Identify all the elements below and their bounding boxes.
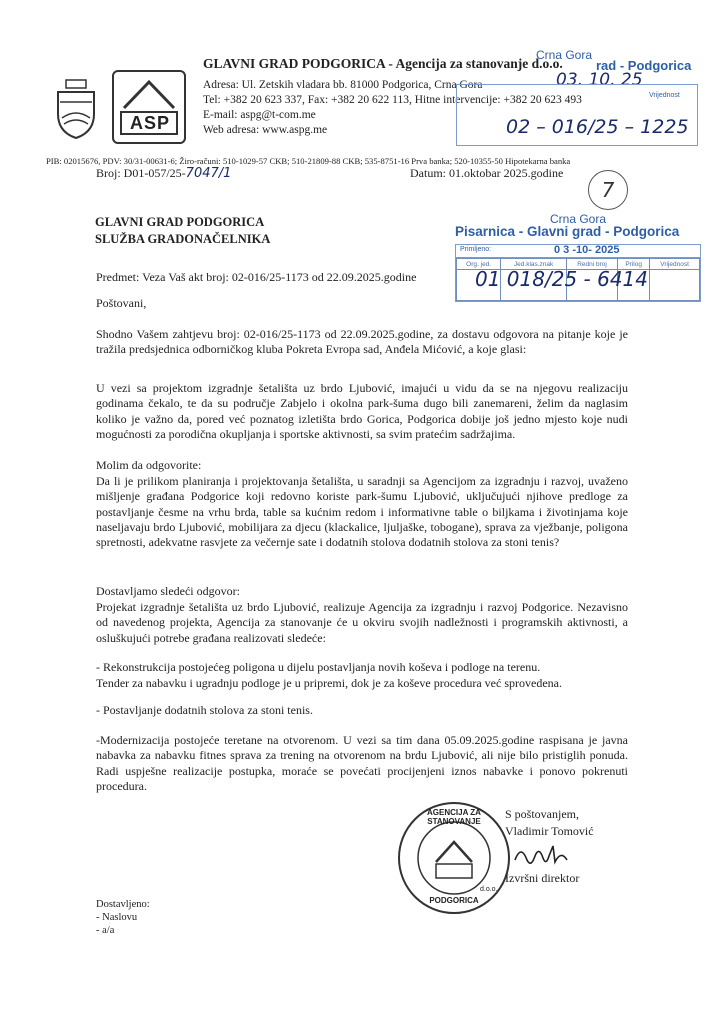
paragraph-question: Da li je prilikom planiranja i projektovanja šetališta, u saradnji sa Agencijom za izgradnju i razvoj, uvaženo mišljenje građana Podgorice koji redovno koriste park-šumu Ljubović, uključujući njihove predloge za postavljanje česme na vrhu brda, table sa kućnim redom i informativne table o biljkama i životinjama koje naseljavaju brdo Ljubović, mobilijara za djecu (klackalice, ljuljaške, tobogane), sprava za vježbanje, poligona spretnosti, adekvatne rasvjete za večernje sate i dodatnih stolova dodatnih stolova za stoni tenis? (96, 474, 628, 550)
seal-suffix: d.o.o. (480, 886, 498, 893)
recipient-line1: GLAVNI GRAD PODGORICA (95, 215, 265, 229)
handwritten-signature (505, 840, 594, 870)
signature-closing: S poštovanjem, (505, 807, 579, 821)
asp-logo (112, 70, 186, 144)
pisarnica-office: Pisarnica - Glavni grad - Podgorica (455, 224, 680, 239)
broj-handwritten: 7047/1 (185, 166, 232, 181)
paragraph-item-poligon: - Rekonstrukcija postojećeg poligona u dijelu postavljanja novih koševa i podloge na terenu. (96, 660, 541, 674)
seal-text-top: AGENCIJA ZA STANOVANJE (427, 808, 481, 826)
city-coat-of-arms-icon (54, 78, 98, 140)
col-jed-klas: Jed.klas.znak (501, 259, 567, 270)
seal-text-bottom: PODGORICA (429, 896, 479, 905)
document-number (96, 166, 231, 181)
document-date: Datum: 01.oktobar 2025.godine (410, 166, 564, 180)
paragraph-request: Molim da odgovorite: (96, 458, 202, 472)
paragraph-item-teretana: -Modernizacija postojeće teretane na otvorenom. U vezi sa tim dana 05.09.2025.godine raspisana je javna nabavka za nabavku fitnes sprava za trening na otvorenom na brdu Ljubović, ali nije bilo pristiglih ponuda. Radi uspješne realizacije postupka, moraće se povećati procijenjeni iznos nabavke i ponovo pokrenuti procedura. (96, 733, 628, 793)
paragraph-answer-main: Projekat izgradnje šetališta uz brdo Ljubović, realizuje Agencija za izgradnju i razvoj Podgorice. Nezavisno od navedenog projekta, Agencija za stanovanje će u okviru svojih nadležnosti i programskih aktivnosti, a osluškujući potrebe građana realizovati sledeće: (96, 600, 628, 645)
asp-logo-text: ASP (129, 113, 170, 133)
greeting: Poštovani, (96, 296, 147, 310)
primljeno-label: Primljeno: (460, 246, 492, 253)
stamp-city: rad - Podgorica (596, 58, 692, 73)
signature-name: Vladimir Tomović (505, 824, 594, 838)
org-address: Adresa: Ul. Zetskih vladara bb. 81000 Podgorica, Crna Gora (203, 79, 483, 91)
col-org-jed: Org. jed. (457, 259, 501, 270)
pisarnica-stamp (455, 212, 703, 312)
footer-label: Dostavljeno: (96, 899, 150, 910)
subject-line: Predmet: Veza Vaš akt broj: 02-016/25-1173 od 22.09.2025.godine (96, 270, 417, 284)
primljeno-value: 0 3 -10- 2025 (554, 244, 620, 256)
footer-item-aa: - a/a (96, 925, 115, 936)
org-title: GLAVNI GRAD PODGORICA - Agencija za stanovanje d.o.o. (203, 56, 563, 71)
broj-label: Broj: D01-057/25- (96, 166, 186, 180)
org-email: E-mail: aspg@t-com.me (203, 109, 316, 121)
recipient-address (95, 214, 270, 248)
agency-seal (396, 800, 512, 916)
pib-line: PIB: 02015676, PDV: 30/31-00631-6; Žiro-računi: 510-1029-57 CKB; 510-21809-88 CKB; 535-8751-16 Prva banka; 520-10355-50 Hipotekarna banka (46, 156, 571, 166)
paragraph-answer-intro: Dostavljamo sledeći odgovor: (96, 584, 240, 598)
stamp-number-handwritten: 02 – 016/25 – 1225 (506, 116, 689, 138)
org-phone: Tel: +382 20 623 337, Fax: +382 20 622 113, Hitne intervencije: +382 20 623 493 (203, 94, 582, 106)
circled-number-value: 7 (601, 178, 615, 202)
stamp-vrijednost-label: Vrijednost (649, 92, 680, 99)
signature-title: Izvršni direktor (505, 871, 580, 885)
received-stamp-top (446, 48, 700, 158)
org-web: Web adresa: www.aspg.me (203, 124, 328, 136)
paragraph-item-stolovi: - Postavljanje dodatnih stolova za stoni tenis. (96, 703, 313, 717)
paragraph-tender: Tender za nabavku i ugradnju podloge je u pripremi, dok je za koševe procedura već sprovedena. (96, 676, 562, 690)
paragraph-intro: Shodno Vašem zahtjevu broj: 02-016/25-1173 od 22.09.2025.godine, za dostavu odgovora na pitanje koje je tražila predsjednica odborničkog kluba Pokreta Evropa sad, Anđela Mićović, a koje glasi: (96, 327, 628, 357)
footer-item-naslovu: - Naslovu (96, 912, 138, 923)
col-vrijednost: Vrijednost (650, 259, 700, 270)
recipient-line2: SLUŽBA GRADONAČELNIKA (95, 232, 271, 246)
paragraph-question-context: U vezi sa projektom izgradnje šetališta uz brdo Ljubović, imajući u vidu da se na njegovu realizaciju godinama čekalo, te da su područje Zabjelo i okolna park-šuma dugo bili zanemareni, želim da naglasim koliko je važno da, pored već poznatog izletišta brdo Gorica, Podgorica dobije još jedno mjesto koje nudi mogućnosti za porodična okupljanja i sportske aktivnosti, sa svim pratećim sadržajima. (96, 381, 628, 441)
col-redni-broj: Redni broj (566, 259, 617, 270)
pisarnica-number-handwritten: 01 018/25 - 6414 (475, 267, 648, 291)
col-prilog: Prilog (618, 259, 650, 270)
stamp-country: Crna Gora (536, 48, 593, 62)
stamp-date-handwritten: 03. 10. 25 (556, 70, 643, 90)
pisarnica-country: Crna Gora (550, 212, 607, 226)
circled-number (588, 170, 628, 210)
